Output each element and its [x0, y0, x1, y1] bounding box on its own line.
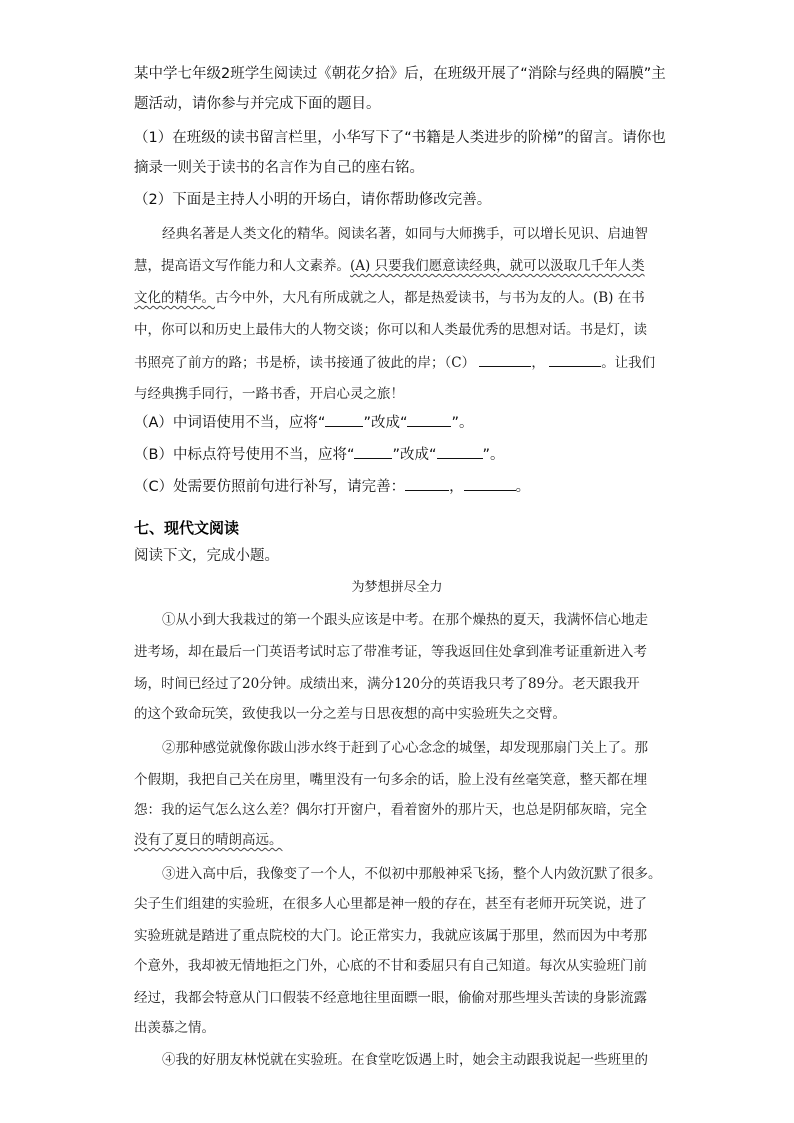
article-title: 为梦想拼尽全力 [351, 580, 443, 595]
question-2-text: （2）下面是主持人小明的开场白，请你帮助修改完善。 [134, 192, 492, 208]
passage-blank-c-1[interactable] [479, 352, 531, 367]
article-p2-line-3-text: 怨：我的运气怎么这么差？偶尔打开窗户，看着窗外的那片天，也总是阴郁灰暗，完全 [134, 802, 647, 818]
article-p2-line-4 [134, 830, 283, 850]
section-instruction: 阅读下文，完成小题。 [134, 548, 279, 564]
article-p4-line-1: ④我的好朋友林悦就在实验班。在食堂吃饭遇上时，她会主动跟我说起一些班里的 [162, 1052, 648, 1068]
sub-question-a-end: ”。 [451, 415, 474, 431]
passage-line-2-text: 慧，提高语文写作能力和人文素养。 [134, 258, 350, 274]
article-p2-line-1: ②那种感觉就像你跋山涉水终于赶到了心心念念的城堡，却发现那扇门关上了。那 [162, 740, 648, 756]
article-p3-line-1: ③进入高中后，我像变了一个人，不似初中那般神采飞扬，整个人内敛沉默了很多。 [162, 866, 662, 882]
article-p3-line-2: 尖子生们组建的实验班，在很多人心里都是神一般的存在，甚至有老师开玩笑说，进了 [134, 896, 647, 912]
passage-line-2 [134, 256, 645, 276]
intro-line-2: 题活动，请你参与并完成下面的题目。 [134, 96, 381, 112]
intro-line-1: 某中学七年级2班学生阅读过《朝花夕拾》后，在班级开展了“消除与经典的隔膜”主 [134, 66, 666, 82]
section-heading: 七、现代文阅读 [134, 519, 240, 537]
passage-line-1: 经典名著是人类文化的精华。阅读名著，如同与大师携手，可以增长见识、启迪智 [162, 226, 648, 242]
sub-question-c-comma: ， [449, 479, 464, 495]
sub-question-c [134, 476, 530, 497]
sub-question-b-blank-2[interactable] [437, 444, 483, 459]
sub-question-c-blank-1[interactable] [405, 476, 449, 491]
sub-question-c-blank-2[interactable] [464, 476, 516, 491]
article-p1-line-1: ①从小到大我栽过的第一个跟头应该是中考。在那个燥热的夏天，我满怀信心地走 [162, 612, 648, 628]
article-p3-line-5: 经过，我都会特意从门口假装不经意地往里面瞟一眼，偷偷对那些埋头苦读的身影流露 [134, 990, 647, 1006]
question-1-line-2: 摘录一则关于读书的名言作为自己的座右铭。 [134, 160, 424, 176]
sub-question-a-blank-1[interactable] [325, 412, 363, 427]
sub-question-a-middle: ”改成“ [363, 415, 408, 431]
passage-line-6: 与经典携手同行，一路书香，开启心灵之旅！ [134, 386, 404, 402]
sub-question-b-blank-1[interactable] [354, 444, 392, 459]
sub-question-b-end: ”。 [482, 447, 505, 463]
passage-blank-c-2[interactable] [549, 352, 601, 367]
article-p3-line-4: 个意外，我却被无情地拒之门外，心底的不甘和委屈只有自己知道。每次从实验班门前 [134, 958, 647, 974]
sub-question-b-prefix: （B）中标点符号使用不当，应将“ [134, 447, 355, 463]
sub-question-c-end: 。 [515, 479, 531, 495]
passage-sentence-a-end: 文化的精华。 [134, 290, 215, 306]
sub-question-b [134, 444, 505, 465]
sub-question-b-middle: ”改成“ [392, 447, 437, 463]
article-p2-line-3 [134, 800, 647, 820]
passage-line-5-comma: ， [531, 355, 545, 371]
sub-question-a [134, 412, 473, 433]
passage-line-3-text: 古今中外，大凡有所成就之人，都是热爱读书，与书为友的人。(B) 在书 [215, 290, 645, 306]
passage-line-4: 中，你可以和历史上最伟大的人物交谈；你可以和人类最优秀的思想对话。书是灯，读 [134, 322, 647, 338]
article-p1-line-3: 场，时间已经过了20分钟。成绩出来，满分120分的英语我只考了89分。老天跟我开 [134, 676, 640, 692]
article-p1-line-4: 的这个致命玩笑，致使我以一分之差与日思夜想的高中实验班失之交臂。 [134, 706, 566, 722]
passage-line-3 [134, 288, 645, 308]
passage-line-5-text: 书照亮了前方的路；书是桥，读书接通了彼此的岸；（C） [134, 355, 476, 371]
question-1-line-1: （1）在班级的读书留言栏里，小华写下了“书籍是人类进步的阶梯”的留言。请你也 [134, 130, 666, 146]
article-p2-line-4-text: 没有了夏日的晴朗高远。 [134, 832, 283, 848]
article-p3-line-6: 出羡慕之情。 [134, 1020, 215, 1036]
article-p2-line-2: 个假期，我把自己关在房里，嘴里没有一句多余的话，脸上没有丝毫笑意，整天都在埋 [134, 772, 647, 788]
passage-line-5 [134, 352, 655, 373]
sub-question-a-blank-2[interactable] [407, 412, 451, 427]
sub-question-a-prefix: （A）中词语使用不当，应将“ [134, 415, 326, 431]
article-p1-line-2: 进考场，却在最后一门英语考试时忘了带准考证，等我返回住处拿到准考证重新进入考 [134, 644, 647, 660]
passage-line-5-end: 。让我们 [601, 355, 656, 371]
article-p3-line-3: 实验班就是踏进了重点院校的大门。论正常实力，我就应该属于那里，然而因为中考那 [134, 928, 647, 944]
sub-question-c-prefix: （C）处需要仿照前句进行补写，请完善： [134, 479, 406, 495]
passage-sentence-a: (A) 只要我们愿意读经典，就可以汲取几千年人类 [350, 258, 645, 274]
